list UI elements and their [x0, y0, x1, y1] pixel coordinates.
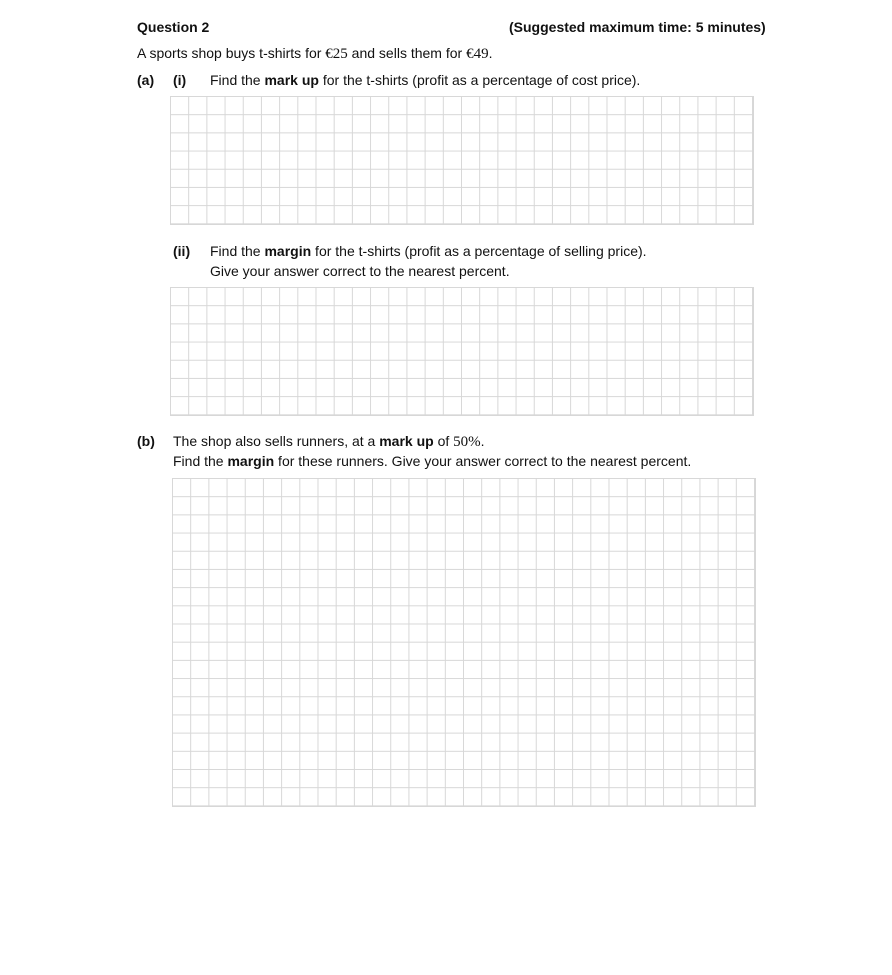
answer-grid-b[interactable] [172, 478, 756, 807]
question-title: Question 2 [137, 19, 210, 35]
part-a-ii-instruction: Give your answer correct to the nearest percent. [210, 263, 510, 279]
intro-text-middle: and sells them for [347, 45, 467, 61]
part-b-line2-pre: Find the [173, 453, 228, 469]
part-a-i-question [210, 71, 640, 89]
intro-text-start: A sports shop buys t-shirts for [137, 45, 326, 61]
part-b-label: (b) [137, 433, 155, 449]
part-a-i-post: for the t-shirts (profit as a percentage of cost price). [318, 72, 641, 88]
cost-price: €25 [325, 46, 348, 62]
part-b-line2-post: for these runners. Give your answer correct to the nearest percent. [274, 453, 692, 469]
part-b-mid: of [433, 433, 454, 449]
part-a-ii-label: (ii) [173, 243, 191, 259]
part-b-markup-value: 50% [453, 434, 481, 450]
part-a-label: (a) [137, 72, 155, 88]
intro-text [137, 44, 492, 63]
part-b-line2-term: margin [227, 453, 275, 469]
part-a-ii-term: margin [264, 243, 312, 259]
answer-grid-a-i[interactable] [170, 96, 754, 225]
part-a-i-term: mark up [264, 72, 319, 88]
part-a-ii-pre: Find the [210, 243, 265, 259]
part-a-i-pre: Find the [210, 72, 265, 88]
part-a-ii-question [210, 242, 647, 260]
answer-grid-a-ii[interactable] [170, 287, 754, 416]
part-b-instruction [173, 452, 691, 470]
part-a-i-label: (i) [173, 72, 187, 88]
part-b-question [173, 432, 485, 451]
suggested-time: (Suggested maximum time: 5 minutes) [509, 19, 766, 35]
part-b-post: . [480, 433, 485, 449]
part-b-term: mark up [379, 433, 434, 449]
part-a-ii-post: for the t-shirts (profit as a percentage of selling price). [311, 243, 647, 259]
intro-text-end: . [488, 45, 493, 61]
part-b-pre: The shop also sells runners, at a [173, 433, 380, 449]
selling-price: €49 [466, 46, 489, 62]
